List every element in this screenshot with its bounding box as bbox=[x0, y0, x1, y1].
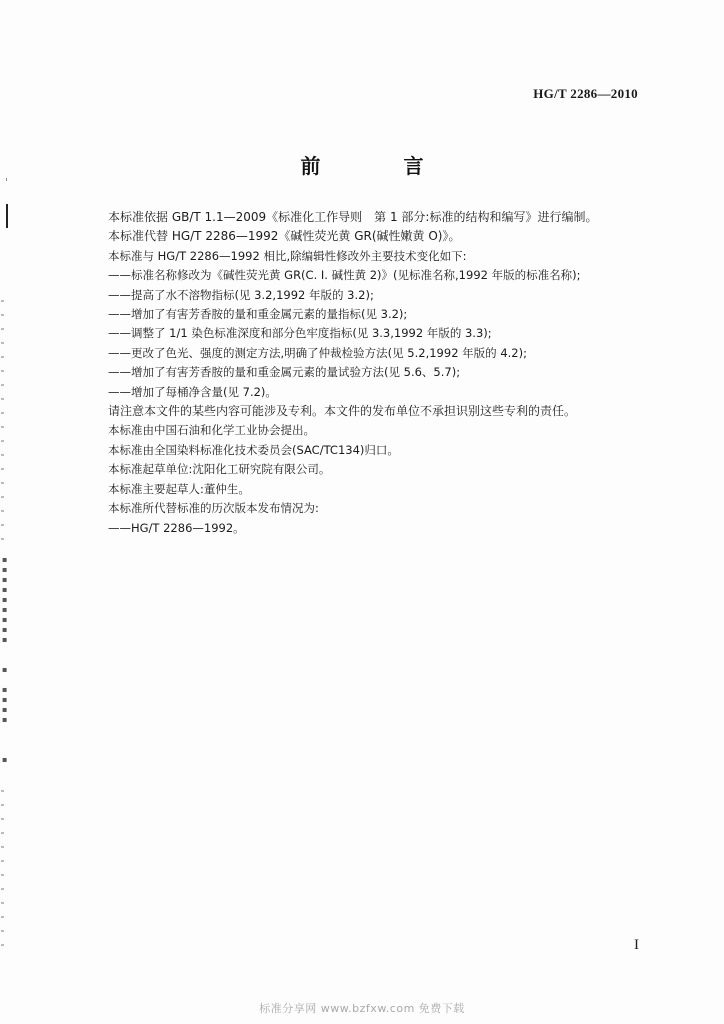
list-item: ——标准名称修改为《碱性荧光黄 GR(C. I. 碱性黄 2)》(见标准名称,1992 年版的标准名称); bbox=[108, 268, 581, 283]
standard-number: HG/T 2286—2010 bbox=[533, 86, 638, 101]
paragraph-drafting-unit: 本标准起草单位:沈阳化工研究院有限公司。 bbox=[108, 462, 331, 477]
paragraph-committee: 本标准由全国染料标准化技术委员会(SAC/TC134)归口。 bbox=[108, 442, 399, 457]
page-number: I bbox=[634, 937, 639, 953]
list-item: ——增加了每桶净含量(见 7.2)。 bbox=[108, 384, 277, 399]
foreword-body bbox=[108, 208, 648, 538]
list-item: ——增加了有害芳香胺的量和重金属元素的量试验方法(见 5.6、5.7); bbox=[108, 365, 461, 380]
scan-edge-dots bbox=[1, 300, 4, 540]
paragraph-basis: 本标准依据 GB/T 1.1—2009《标准化工作导则 第 1 部分:标准的结构和编写》进行编制。 bbox=[108, 210, 598, 224]
scan-mark bbox=[6, 204, 8, 228]
scan-edge-text: ▪ ▪ ▪ ▪ ▪ ▪ ▪ ▪ ▪ ▪ ▪ ▪ ▪ ▪ ▪ bbox=[2, 555, 8, 764]
list-item: ——调整了 1/1 染色标准深度和部分色牢度指标(见 3.3,1992 年版的 3.3); bbox=[108, 326, 492, 341]
list-item: ——HG/T 2286—1992。 bbox=[108, 520, 245, 535]
list-item: ——增加了有害芳香胺的量和重金属元素的量指标(见 3.2); bbox=[108, 307, 408, 322]
paragraph-drafter: 本标准主要起草人:董仲生。 bbox=[108, 481, 250, 496]
paragraph-patent-notice: 请注意本文件的某些内容可能涉及专利。本文件的发布单位不承担识别这些专利的责任。 bbox=[108, 404, 577, 419]
list-item: ——更改了色光、强度的测定方法,明确了仲裁检验方法(见 5.2,1992 年版的 4.2); bbox=[108, 345, 527, 360]
page-title: 前 言 bbox=[300, 154, 462, 178]
paragraph-history-intro: 本标准所代替标准的历次版本发布情况为: bbox=[108, 501, 319, 516]
paragraph-changes-intro: 本标准与 HG/T 2286—1992 相比,除编辑性修改外主要技术变化如下: bbox=[108, 248, 467, 263]
paragraph-proposer: 本标准由中国石油和化学工业协会提出。 bbox=[108, 423, 315, 438]
list-item: ——提高了水不溶物指标(见 3.2,1992 年版的 3.2); bbox=[108, 287, 374, 302]
paragraph-replaces: 本标准代替 HG/T 2286—1992《碱性荧光黄 GR(碱性嫩黄 O)》。 bbox=[108, 229, 461, 244]
footer-watermark: 标准分享网 www.bzfxw.com 免费下载 bbox=[259, 1002, 465, 1015]
scan-edge-dots bbox=[1, 790, 4, 950]
